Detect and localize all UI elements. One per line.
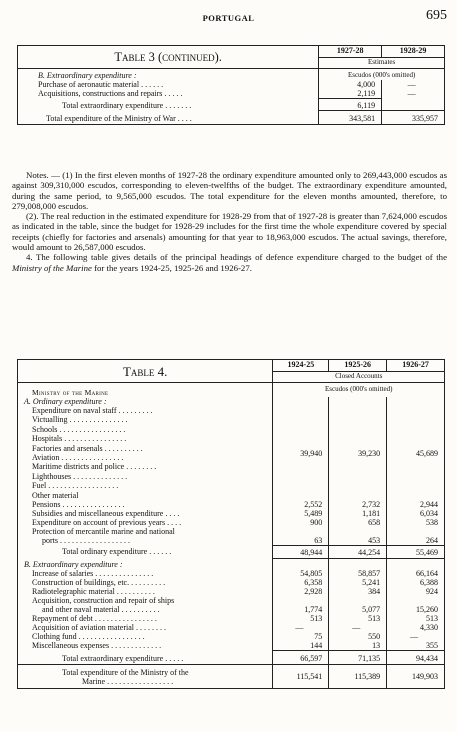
note-2: (2). The real reduction in the estimated expenditure for 1928-29 from that of 1927-28 is greater than 7,624,000 escudos as indicated in the table, since the budget for 1928-29 includes for the first time the whole expenditure covered by special receipts (chiefly for factories and arsenals) amounting for that year to 18,963,000 escudos. The actual savings, therefore, would amount to 26,587,000 escudos. xyxy=(12,211,447,253)
cell: 39,230 xyxy=(329,406,387,500)
table-4-title: Table 4. xyxy=(18,360,273,383)
table-row: Construction of buildings, etc. . . . . . . . . . 6,358 5,241 6,388 xyxy=(18,578,445,587)
cell: 39,940 xyxy=(273,406,329,500)
table-row: Increase of salaries . . . . . . . . . . . . . . . 54,805 58,857 66,164 xyxy=(18,569,445,578)
row-label: Total extraordinary expenditure xyxy=(62,100,164,110)
cell: 343,581 xyxy=(319,111,382,125)
cell: 6,119 xyxy=(319,99,382,111)
table-4-col-1924: 1924-25 xyxy=(273,360,329,372)
table-row-total-extraordinary: Total extraordinary expenditure . . . . . 66,597 71,135 94,434 xyxy=(18,651,445,665)
cell xyxy=(382,99,445,111)
table-row: Purchase of aeronautic material . . . . . . 4,000 — xyxy=(18,80,445,89)
page-number: 695 xyxy=(426,8,447,23)
cell: 335,957 xyxy=(382,111,445,125)
cell: — xyxy=(382,80,445,89)
table-row: Repayment of debt . . . . . . . . . . . . . . . . 513 513 513 xyxy=(18,614,445,623)
table-row: Miscellaneous expenses . . . . . . . . . . . . . 144 13 355 xyxy=(18,641,445,651)
table-row: Acquisitions, constructions and repairs . . . . . 2,119 — xyxy=(18,89,445,99)
table-row-total-war: Total expenditure of the Ministry of War . . . . 343,581 335,957 xyxy=(18,111,445,125)
table-3-estimates: Estimates xyxy=(319,58,445,69)
table-row-total-ministry: Total expenditure of the Ministry of the Marine . . . . . . . . . . . . . . . . . 115,541 115,389 149,903 xyxy=(18,665,445,689)
table-4-unit: Escudos (000's omitted) xyxy=(273,383,445,398)
table-row: Subsidies and miscellaneous expenditure . . . . 5,489 1,181 6,034 xyxy=(18,509,445,518)
table-3 xyxy=(17,45,445,125)
table-4-closed-accounts: Closed Accounts xyxy=(273,372,445,383)
notes-block xyxy=(12,170,447,273)
table-4-col-1926: 1926-27 xyxy=(387,360,445,372)
table-row: Acquisition of aviation material . . . . . . . . — — 4,330 xyxy=(18,623,445,632)
table-3-col-1928: 1928-29 xyxy=(382,46,445,58)
grouped-rows xyxy=(18,406,445,500)
table-3-unit: Escudos (000's omitted) xyxy=(319,69,445,81)
table-row: Protection of mercantile marine and national ports . . . . . . . . . . . . . . . . . . 63 453 264 xyxy=(18,527,445,545)
table-4-col-1925: 1925-26 xyxy=(329,360,387,372)
row-label: Purchase of aeronautic material xyxy=(38,80,140,89)
cell: 2,119 xyxy=(319,89,382,99)
table-row: Radiotelegraphic material . . . . . . . . . . 2,928 384 924 xyxy=(18,587,445,596)
table-row: Pensions . . . . . . . . . . . . . . . . 2,552 2,732 2,944 xyxy=(18,500,445,509)
table-3-col-1927: 1927-28 xyxy=(319,46,382,58)
table-4-ministry: Ministry of the Marine xyxy=(32,388,109,397)
table-row: Expenditure on account of previous years . . . . 900 658 538 xyxy=(18,518,445,527)
table-row: Acquisition, construction and repair of ships and other naval material . . . . . . . . . . 1,774 5,077 15,260 xyxy=(18,596,445,614)
table-3-section: B. Extraordinary expenditure : xyxy=(38,71,137,80)
cell: — xyxy=(382,89,445,99)
table-4 xyxy=(17,359,445,689)
paragraph-4: 4. The following table gives details of the principal headings of defence expenditure charged to the budget of the Ministry of the Marine for the years 1924-25, 1925-26 and 1926-27. xyxy=(12,252,447,273)
table-row-total-ordinary: Total ordinary expenditure . . . . . . 48,944 44,254 55,469 xyxy=(18,545,445,558)
section-b-heading: B. Extraordinary expenditure : xyxy=(24,560,123,570)
cell: 45,689 xyxy=(387,406,445,500)
table-row: Clothing fund . . . . . . . . . . . . . . . . . 75 550 — xyxy=(18,632,445,641)
row-label: Total expenditure of the Ministry of War xyxy=(46,113,176,123)
running-title: PORTUGAL xyxy=(202,13,255,23)
table-3-title: Table 3 (continued). xyxy=(18,46,319,69)
page-header xyxy=(0,8,457,28)
cell: 4,000 xyxy=(319,80,382,89)
table-row-total-extraordinary: Total extraordinary expenditure . . . . . . . 6,119 xyxy=(18,99,445,111)
row-label: Acquisitions, constructions and repairs xyxy=(38,89,163,98)
note-1: Notes. — (1) In the first eleven months of 1927-28 the ordinary expenditure amounted only to 269,443,000 escudos as against 309,310,000 escudos, corresponding to eleven-twelfths of the budget. The extraordinary expenditure amounted, during the same period, to 9,565,000 escudos. The total expenditure for the eleven months amounted, therefore, to 279,008,000 escudos. xyxy=(12,170,447,211)
section-a-heading: A. Ordinary expenditure : xyxy=(24,397,107,406)
a-items-list: Expenditure on naval staff . . . . . . . . . Victualling . . . . . . . . . . . . . . . Schools . . . . . . . . . . . . . . . . . Hospitals . . . . . . . . . . . . . . . . Factories and arsenals . . . . . . . . . . Aviation . . . . . . . . . . . . . . . . Maritime districts and police . . . . . . . . Lighthouses . . . . . . . . . . . . . . Fuel . . . . . . . . . . . . . . . . . . Other material xyxy=(32,406,157,500)
